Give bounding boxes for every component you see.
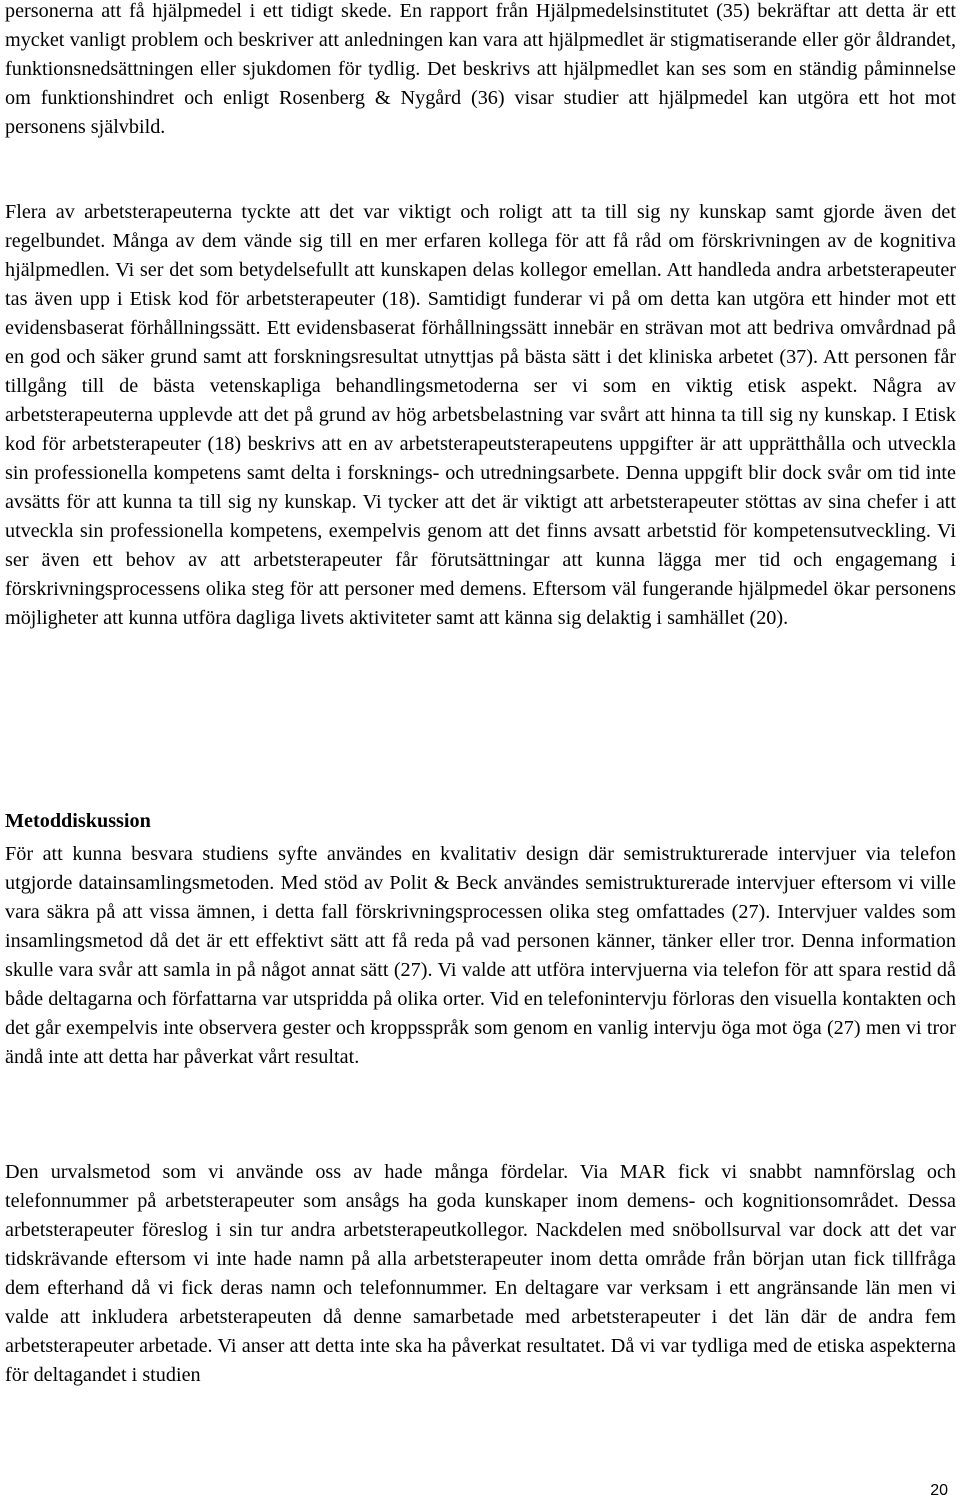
paragraph-urvalsmetod: Den urvalsmetod som vi använde oss av hade många fördelar. Via MAR fick vi snabbt namnförslag och telefonnummer på arbetsterapeuter som ansågs ha goda kunskaper inom demens- och kognitionsområdet. Dessa arbetsterapeuter föreslog i sin tur andra arbetsterapeutkollegor. Nackdelen med snöbollsurval var dock att det var tidskrävande eftersom vi inte hade namn på alla arbetsterapeuter inom detta område från början utan fick tillfråga dem efterhand då vi fick deras namn och telefonnummer. En deltagare var verksam i ett angränsande län men vi valde att inkludera arbetsterapeuten då denne samarbetade med arbetsterapeuter i det län där de andra fem arbetsterapeuter arbetade. Vi anser att detta inte ska ha påverkat resultatet. Då vi var tydliga med de etiska aspekterna för deltagandet i studien [5, 1161, 956, 1386]
paragraph-metod-intervjuer: För att kunna besvara studiens syfte användes en kvalitativ design där semistrukturerade intervjuer via telefon utgjorde datainsamlingsmetoden. Med stöd av Polit & Beck användes semistrukturerade intervjuer eftersom vi ville vara säkra på att vissa ämnen, i detta fall förskrivningsprocessen olika steg omfattades (27). Intervjuer valdes som insamlingsmetod då det är ett effektivt sätt att få reda på vad personen känner, tänker eller tror. Denna information skulle vara svår att samla in på något annat sätt (27). Vi valde att utföra intervjuerna via telefon för att spara restid då både deltagarna och författarna var utspridda på olika orter. Vid en telefonintervju förloras den visuella kontakten och det går exempelvis inte observera gester och kroppsspråk som genom en vanlig intervju öga mot öga (27) men vi tror ändå inte att detta har påverkat vårt resultat. [5, 843, 956, 1068]
page-number: 20 [930, 1482, 948, 1499]
section-heading-metoddiskussion: Metoddiskussion [5, 810, 151, 832]
paragraph-hjalpmedel-stigma: personerna att få hjälpmedel i ett tidigt skede. En rapport från Hjälpmedelsinstitutet (35) bekräftar att detta är ett mycket vanligt problem och beskriver att anledningen kan vara att hjälpmedlet är stigmatiserande eller gör åldrandet, funktionsnedsättningen eller sjukdomen för tydlig. Det beskrivs att hjälpmedlet kan ses som en ständig påminnelse om funktionshindret och enligt Rosenberg & Nygård (36) visar studier att hjälpmedel kan utgöra ett hot mot personens självbild. [5, 0, 956, 138]
paragraph-kunskap-kollegor: Flera av arbetsterapeuterna tyckte att det var viktigt och roligt att ta till sig ny kunskap samt gjorde även det regelbundet. Många av dem vände sig till en mer erfaren kollega för att få råd om förskrivningen av de kognitiva hjälpmedlen. Vi ser det som betydelsefullt att kunskapen delas kollegor emellan. Att handleda andra arbetsterapeuter tas även upp i Etisk kod för arbetsterapeuter (18). Samtidigt funderar vi på om detta kan utgöra ett hinder mot ett evidensbaserat förhållningssätt. Ett evidensbaserat förhållningssätt innebär en strävan mot att bedriva omvårdnad på en god och säker grund samt att forskningsresultat utnyttjas på bästa sätt i det kliniska arbetet (37). Att personen får tillgång till de bästa vetenskapliga behandlingsmetoderna ser vi som en viktig etisk aspekt. Några av arbetsterapeuterna upplevde att det på grund av hög arbetsbelastning var svårt att hinna ta till sig ny kunskap. I Etisk kod för arbetsterapeuter (18) beskrivs att en av arbetsterapeutsterapeutens uppgifter är att upprätthålla och utveckla sin professionella kompetens samt delta i forsknings- och utredningsarbete. Denna uppgift blir dock svår om tid inte avsätts för att kunna ta till sig ny kunskap. Vi tycker att det är viktigt att arbetsterapeuter stöttas av sina chefer i att utveckla sin professionella kompetens, exempelvis genom att det finns avsatt arbetstid för kompetensutveckling. Vi ser även ett behov av att arbetsterapeuter får förutsättningar att kunna lägga mer tid och engagemang i förskrivningsprocessens olika steg för att personer med demens. Eftersom väl fungerande hjälpmedel ökar personens möjligheter att kunna utföra dagliga livets aktiviteter samt att känna sig delaktig i samhället (20). [5, 201, 956, 629]
